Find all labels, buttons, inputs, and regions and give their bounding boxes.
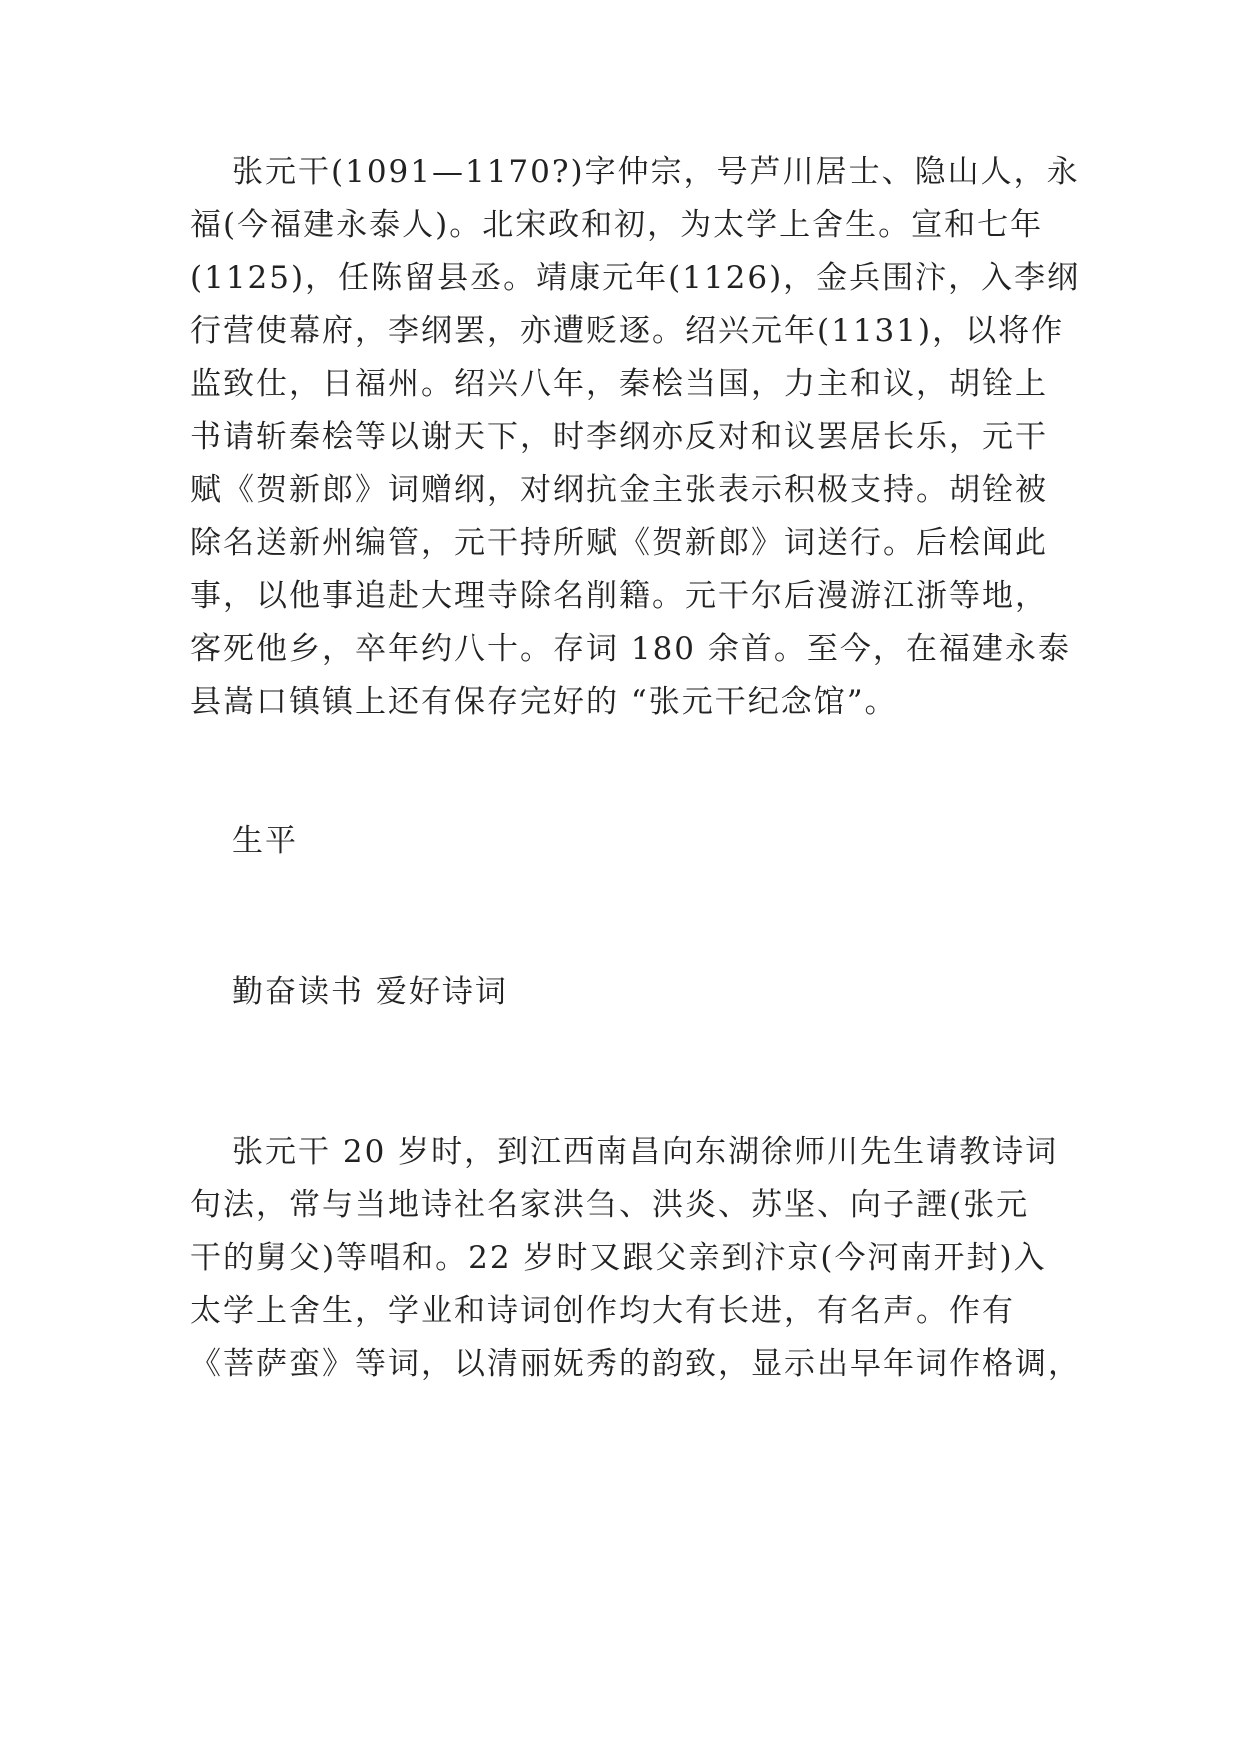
paragraph-1-line: 福(今福建永泰人)。北宋政和初，为太学上舍生。宣和七年 (190, 207, 1044, 243)
paragraph-1-line: 张元干(1091—1170?)字仲宗，号芦川居士、隐山人，永 (232, 154, 1080, 190)
paragraph-1-line: 除名送新州编管，元干持所赋《贺新郎》词送行。后桧闻此 (190, 525, 1048, 561)
paragraph-2-line: 《菩萨蛮》等词，以清丽妩秀的韵致，显示出早年词作格调， (190, 1346, 1081, 1382)
paragraph-1-line: 县嵩口镇镇上还有保存完好的 “张元干纪念馆”。 (190, 684, 898, 720)
paragraph-1-line: 事，以他事追赴大理寺除名削籍。元干尔后漫游江浙等地， (190, 578, 1048, 614)
paragraph-2-line: 句法，常与当地诗社名家洪刍、洪炎、苏坚、向子諲(张元 (190, 1187, 1030, 1223)
section-heading-study: 勤奋读书 爱好诗词 (232, 974, 508, 1010)
paragraph-1-line: 行营使幕府，李纲罢，亦遭贬逐。绍兴元年(1131)，以将作 (190, 313, 1065, 349)
paragraph-2-line: 太学上舍生，学业和诗词创作均大有长进，有名声。作有 (190, 1293, 1015, 1329)
paragraph-1-line: 赋《贺新郎》词赠纲，对纲抗金主张表示积极支持。胡铨被 (190, 472, 1048, 508)
section-heading-life: 生平 (232, 823, 298, 859)
paragraph-1-line: 监致仕，日福州。绍兴八年，秦桧当国，力主和议，胡铨上 (190, 366, 1048, 402)
paragraph-2-line: 张元干 20 岁时，到江西南昌向东湖徐师川先生请教诗词 (232, 1134, 1059, 1170)
paragraph-1-line: 客死他乡，卒年约八十。存词 180 余首。至今，在福建永泰 (190, 631, 1071, 667)
paragraph-1-line: (1125)，任陈留县丞。靖康元年(1126)，金兵围汴，入李纲 (190, 260, 1081, 296)
paragraph-2-line: 干的舅父)等唱和。22 岁时又跟父亲到汴京(今河南开封)入 (190, 1240, 1047, 1276)
paragraph-1-line: 书请斩秦桧等以谢天下，时李纲亦反对和议罢居长乐，元干 (190, 419, 1048, 455)
